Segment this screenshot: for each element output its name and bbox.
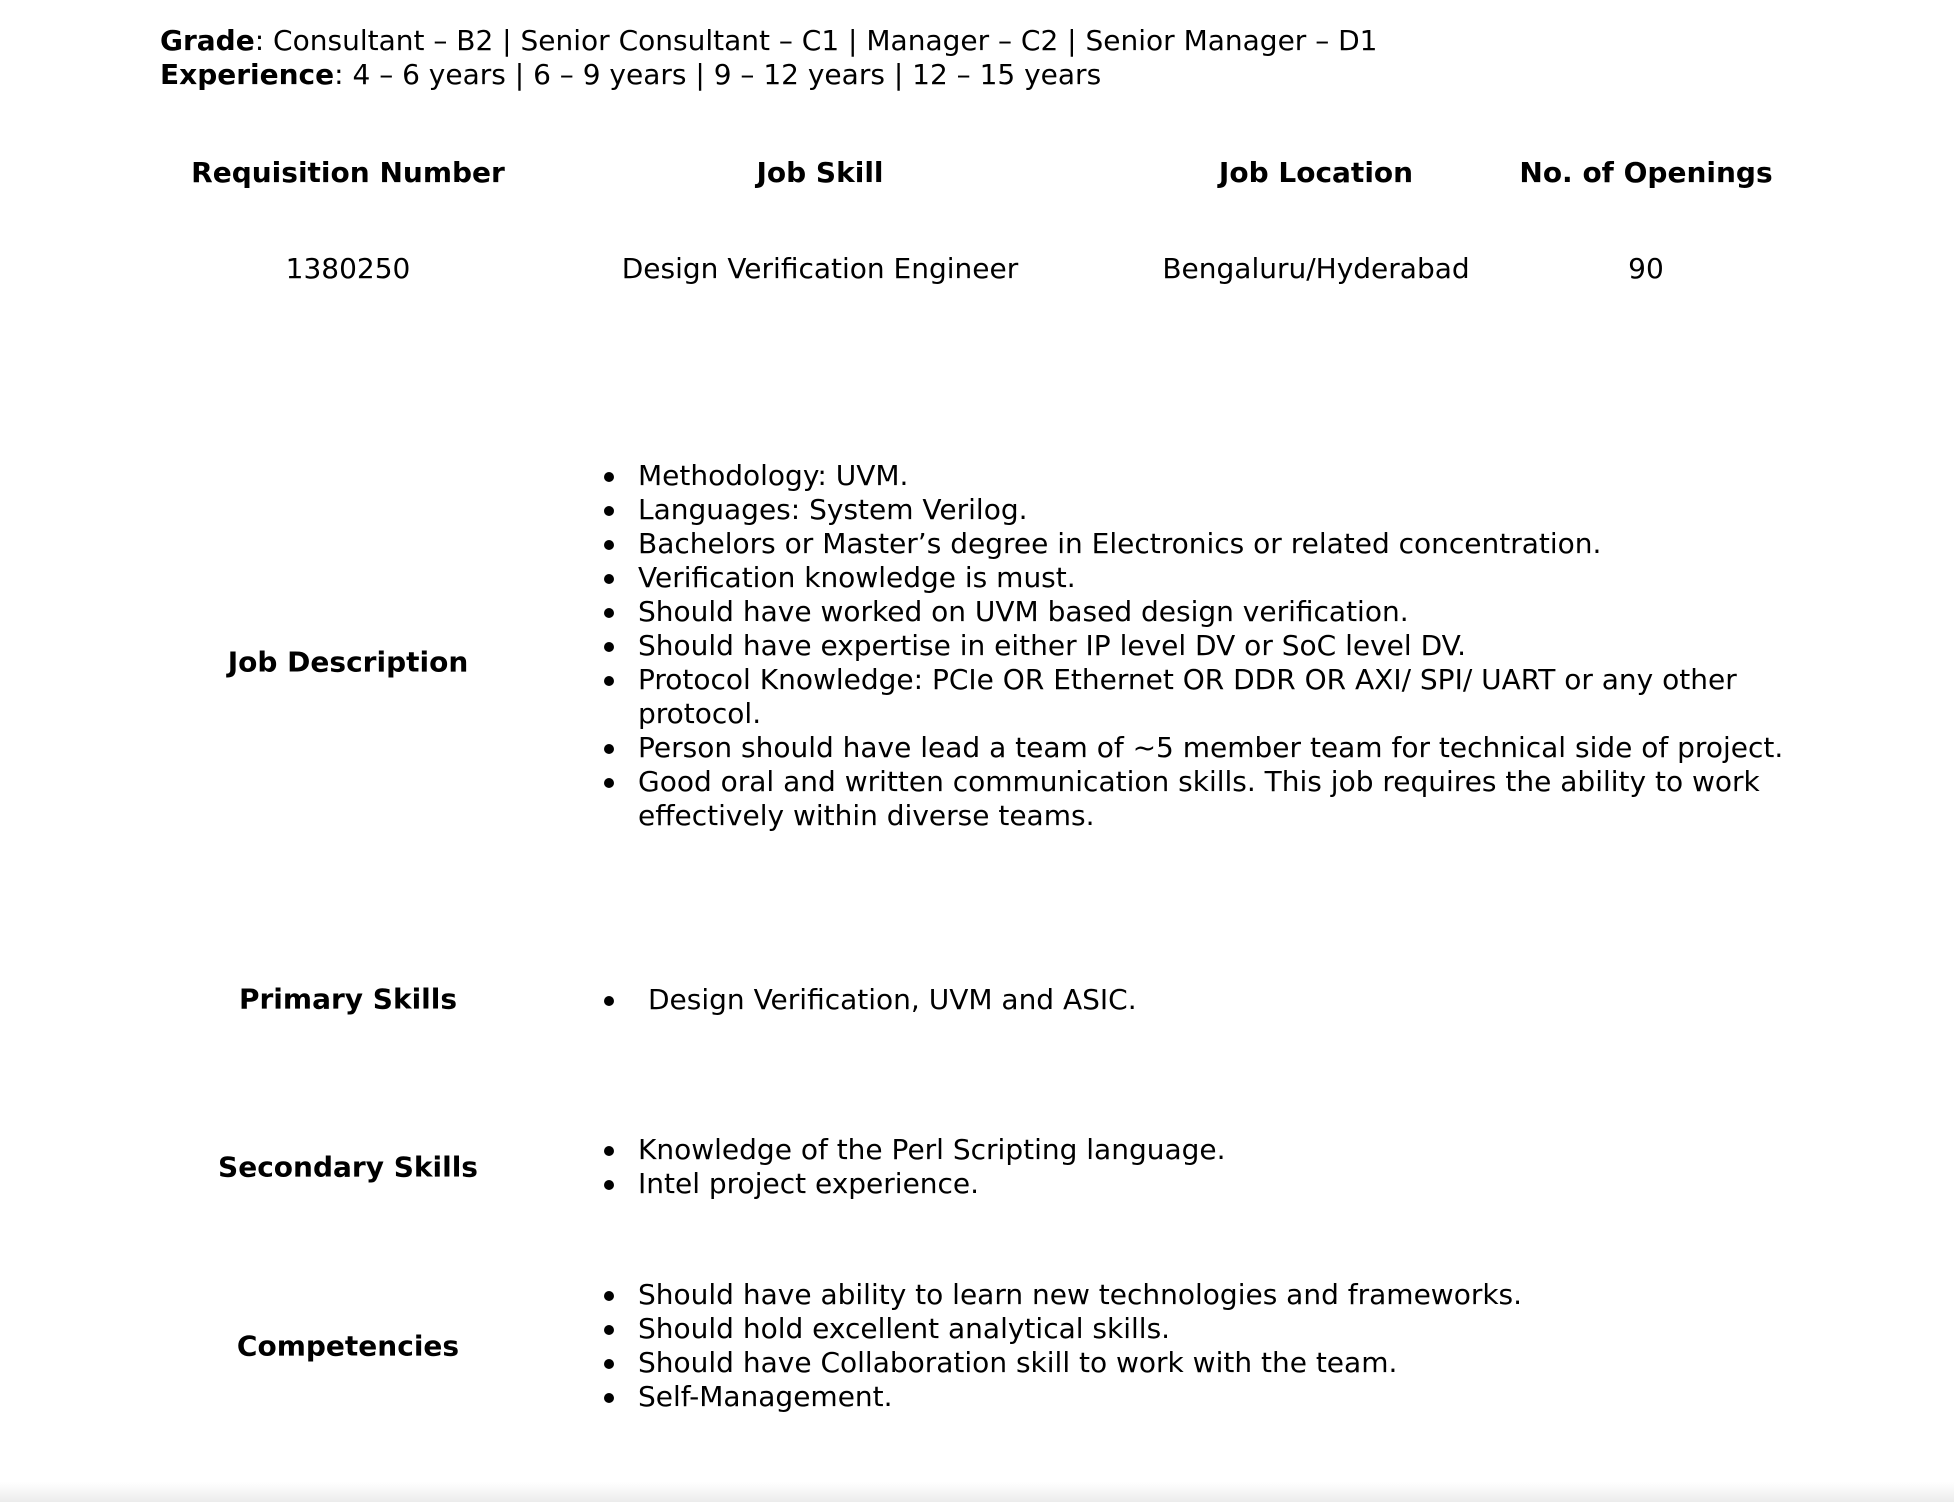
grade-line (160, 24, 1378, 58)
requisition-number-value: 1380250 (285, 252, 411, 285)
list-item: Intel project experience. (600, 1167, 1810, 1201)
experience-line (160, 58, 1101, 92)
list-item: Languages: System Verilog. (600, 493, 1810, 527)
competencies-list (600, 1278, 1810, 1414)
list-item: Methodology: UVM. (600, 459, 1810, 493)
job-skill-header: Job Skill (756, 156, 884, 189)
job-description-list (600, 459, 1810, 833)
job-description-label: Job Description (227, 645, 469, 679)
job-location-value: Bengaluru/Hyderabad (1162, 252, 1470, 285)
secondary-skills-list (600, 1133, 1810, 1201)
grade-value: : Consultant – B2 | Senior Consultant – C1 | Manager – C2 | Senior Manager – D1 (254, 24, 1378, 57)
list-item: Design Verification, UVM and ASIC. (600, 983, 1810, 1017)
job-skill-value: Design Verification Engineer (621, 252, 1019, 285)
job-location-header: Job Location (1218, 156, 1414, 189)
list-item: Good oral and written communication skills. This job requires the ability to work effectively within diverse teams. (600, 765, 1810, 833)
list-item: Should hold excellent analytical skills. (600, 1312, 1810, 1346)
list-item: Bachelors or Master’s degree in Electronics or related concentration. (600, 527, 1810, 561)
competencies-label: Competencies (236, 1329, 460, 1363)
secondary-skills-label: Secondary Skills (218, 1150, 478, 1184)
list-item: Self-Management. (600, 1380, 1810, 1414)
list-item: Knowledge of the Perl Scripting language. (600, 1133, 1810, 1167)
list-item: Person should have lead a team of ~5 member team for technical side of project. (600, 731, 1810, 765)
experience-value: : 4 – 6 years | 6 – 9 years | 9 – 12 years | 12 – 15 years (334, 58, 1102, 91)
requisition-number-header: Requisition Number (191, 156, 505, 189)
grade-label: Grade (160, 24, 255, 57)
list-item: Verification knowledge is must. (600, 561, 1810, 595)
experience-label: Experience (160, 58, 335, 91)
openings-value: 90 (1628, 252, 1664, 285)
primary-skills-label: Primary Skills (238, 982, 458, 1016)
openings-header: No. of Openings (1519, 156, 1773, 189)
primary-skills-list (600, 983, 1810, 1017)
list-item: Protocol Knowledge: PCIe OR Ethernet OR DDR OR AXI/ SPI/ UART or any other protocol. (600, 663, 1810, 731)
list-item: Should have worked on UVM based design verification. (600, 595, 1810, 629)
list-item: Should have ability to learn new technologies and frameworks. (600, 1278, 1810, 1312)
list-item: Should have Collaboration skill to work with the team. (600, 1346, 1810, 1380)
bottom-band (0, 1482, 1954, 1502)
list-item: Should have expertise in either IP level DV or SoC level DV. (600, 629, 1810, 663)
